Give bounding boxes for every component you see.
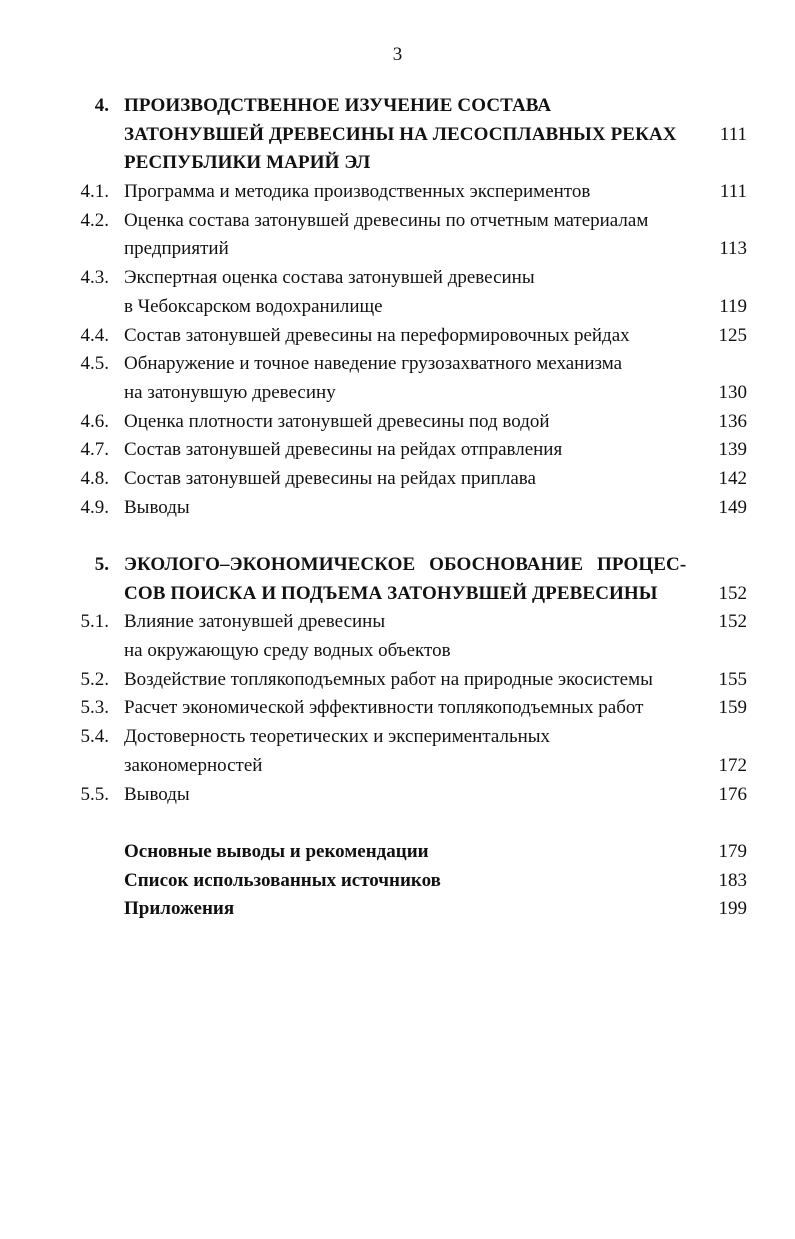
toc-entry-4-9: 4.9. Выводы 149 (80, 496, 747, 518)
chapter-4-page: 111 (719, 123, 747, 145)
toc-entry-4-7: 4.7. Состав затонувшей древесины на рейдах отправления 139 (80, 439, 747, 461)
spacer (0, 809, 795, 838)
toc-entry-references: Список использованных источников 183 (124, 869, 747, 891)
toc-entry-4-4: 4.4. Состав затонувшей древесины на переформировочных рейдах 125 (80, 324, 747, 346)
toc-entry-5-3: 5.3. Расчет экономической эффективности топлякоподъемных работ 159 (80, 697, 747, 719)
page-number: 3 (392, 44, 403, 65)
toc-entry-5-1: 5.1. Влияние затонувшей древесины 152 (80, 611, 747, 633)
toc-entry-4-5-cont: на затонувшую древесину 130 (124, 381, 747, 403)
toc-entry-5-5: 5.5. Выводы 176 (80, 783, 747, 805)
toc-entry-conclusions: Основные выводы и рекомендации 179 (124, 840, 747, 862)
table-of-contents (0, 92, 795, 924)
chapter-5-page: 152 (718, 582, 747, 604)
toc-entry-5-4: 5.4. Достоверность теоретических и экспериментальных (80, 726, 551, 748)
chapter-4-title-line-2: ЗАТОНУВШЕЙ ДРЕВЕСИНЫ НА ЛЕСОСПЛАВНЫХ РЕКАХ 111 (0, 121, 795, 150)
toc-entry-4-3: 4.3. Экспертная оценка состава затонувшей древесины (80, 267, 535, 289)
toc-entry-5-4-cont: закономерностей 172 (124, 754, 747, 776)
toc-entry-4-6: 4.6. Оценка плотности затонувшей древесины под водой 136 (80, 410, 747, 432)
toc-entry-5-2: 5.2. Воздействие топлякоподъемных работ на природные экосистемы 155 (80, 668, 747, 690)
chapter-4-title-line-1: 4. ПРОИЗВОДСТВЕННОЕ ИЗУЧЕНИЕ СОСТАВА (0, 92, 795, 121)
chapter-5-title-line-1: 5. ЭКОЛОГО–ЭКОНОМИЧЕСКОЕ ОБОСНОВАНИЕ ПРОЦЕС- (0, 551, 795, 580)
toc-entry-4-8: 4.8. Состав затонувшей древесины на рейдах приплава 142 (80, 467, 747, 489)
toc-entry-4-2: 4.2. Оценка состава затонувшей древесины по отчетным материалам (80, 209, 649, 231)
toc-entry-4-1: 4.1. Программа и методика производственных экспериментов 111 (80, 181, 747, 203)
chapter-4-title-line-3: РЕСПУБЛИКИ МАРИЙ ЭЛ (124, 152, 371, 174)
chapter-4-number: 4. (94, 95, 109, 116)
toc-entry-4-5: 4.5. Обнаружение и точное наведение грузозахватного механизма (80, 353, 623, 375)
chapter-5-number: 5. (94, 554, 109, 575)
toc-entry-4-3-cont: в Чебоксарском водохранилище 119 (124, 295, 747, 317)
spacer (0, 522, 795, 551)
toc-entry-5-1-cont: на окружающую среду водных объектов (124, 640, 451, 662)
toc-entry-appendices: Приложения 199 (124, 898, 747, 920)
toc-entry-4-2-cont: предприятий 113 (124, 238, 747, 260)
chapter-5-title-line-2: СОВ ПОИСКА И ПОДЪЕМА ЗАТОНУВШЕЙ ДРЕВЕСИНЫ 152 (0, 580, 795, 609)
